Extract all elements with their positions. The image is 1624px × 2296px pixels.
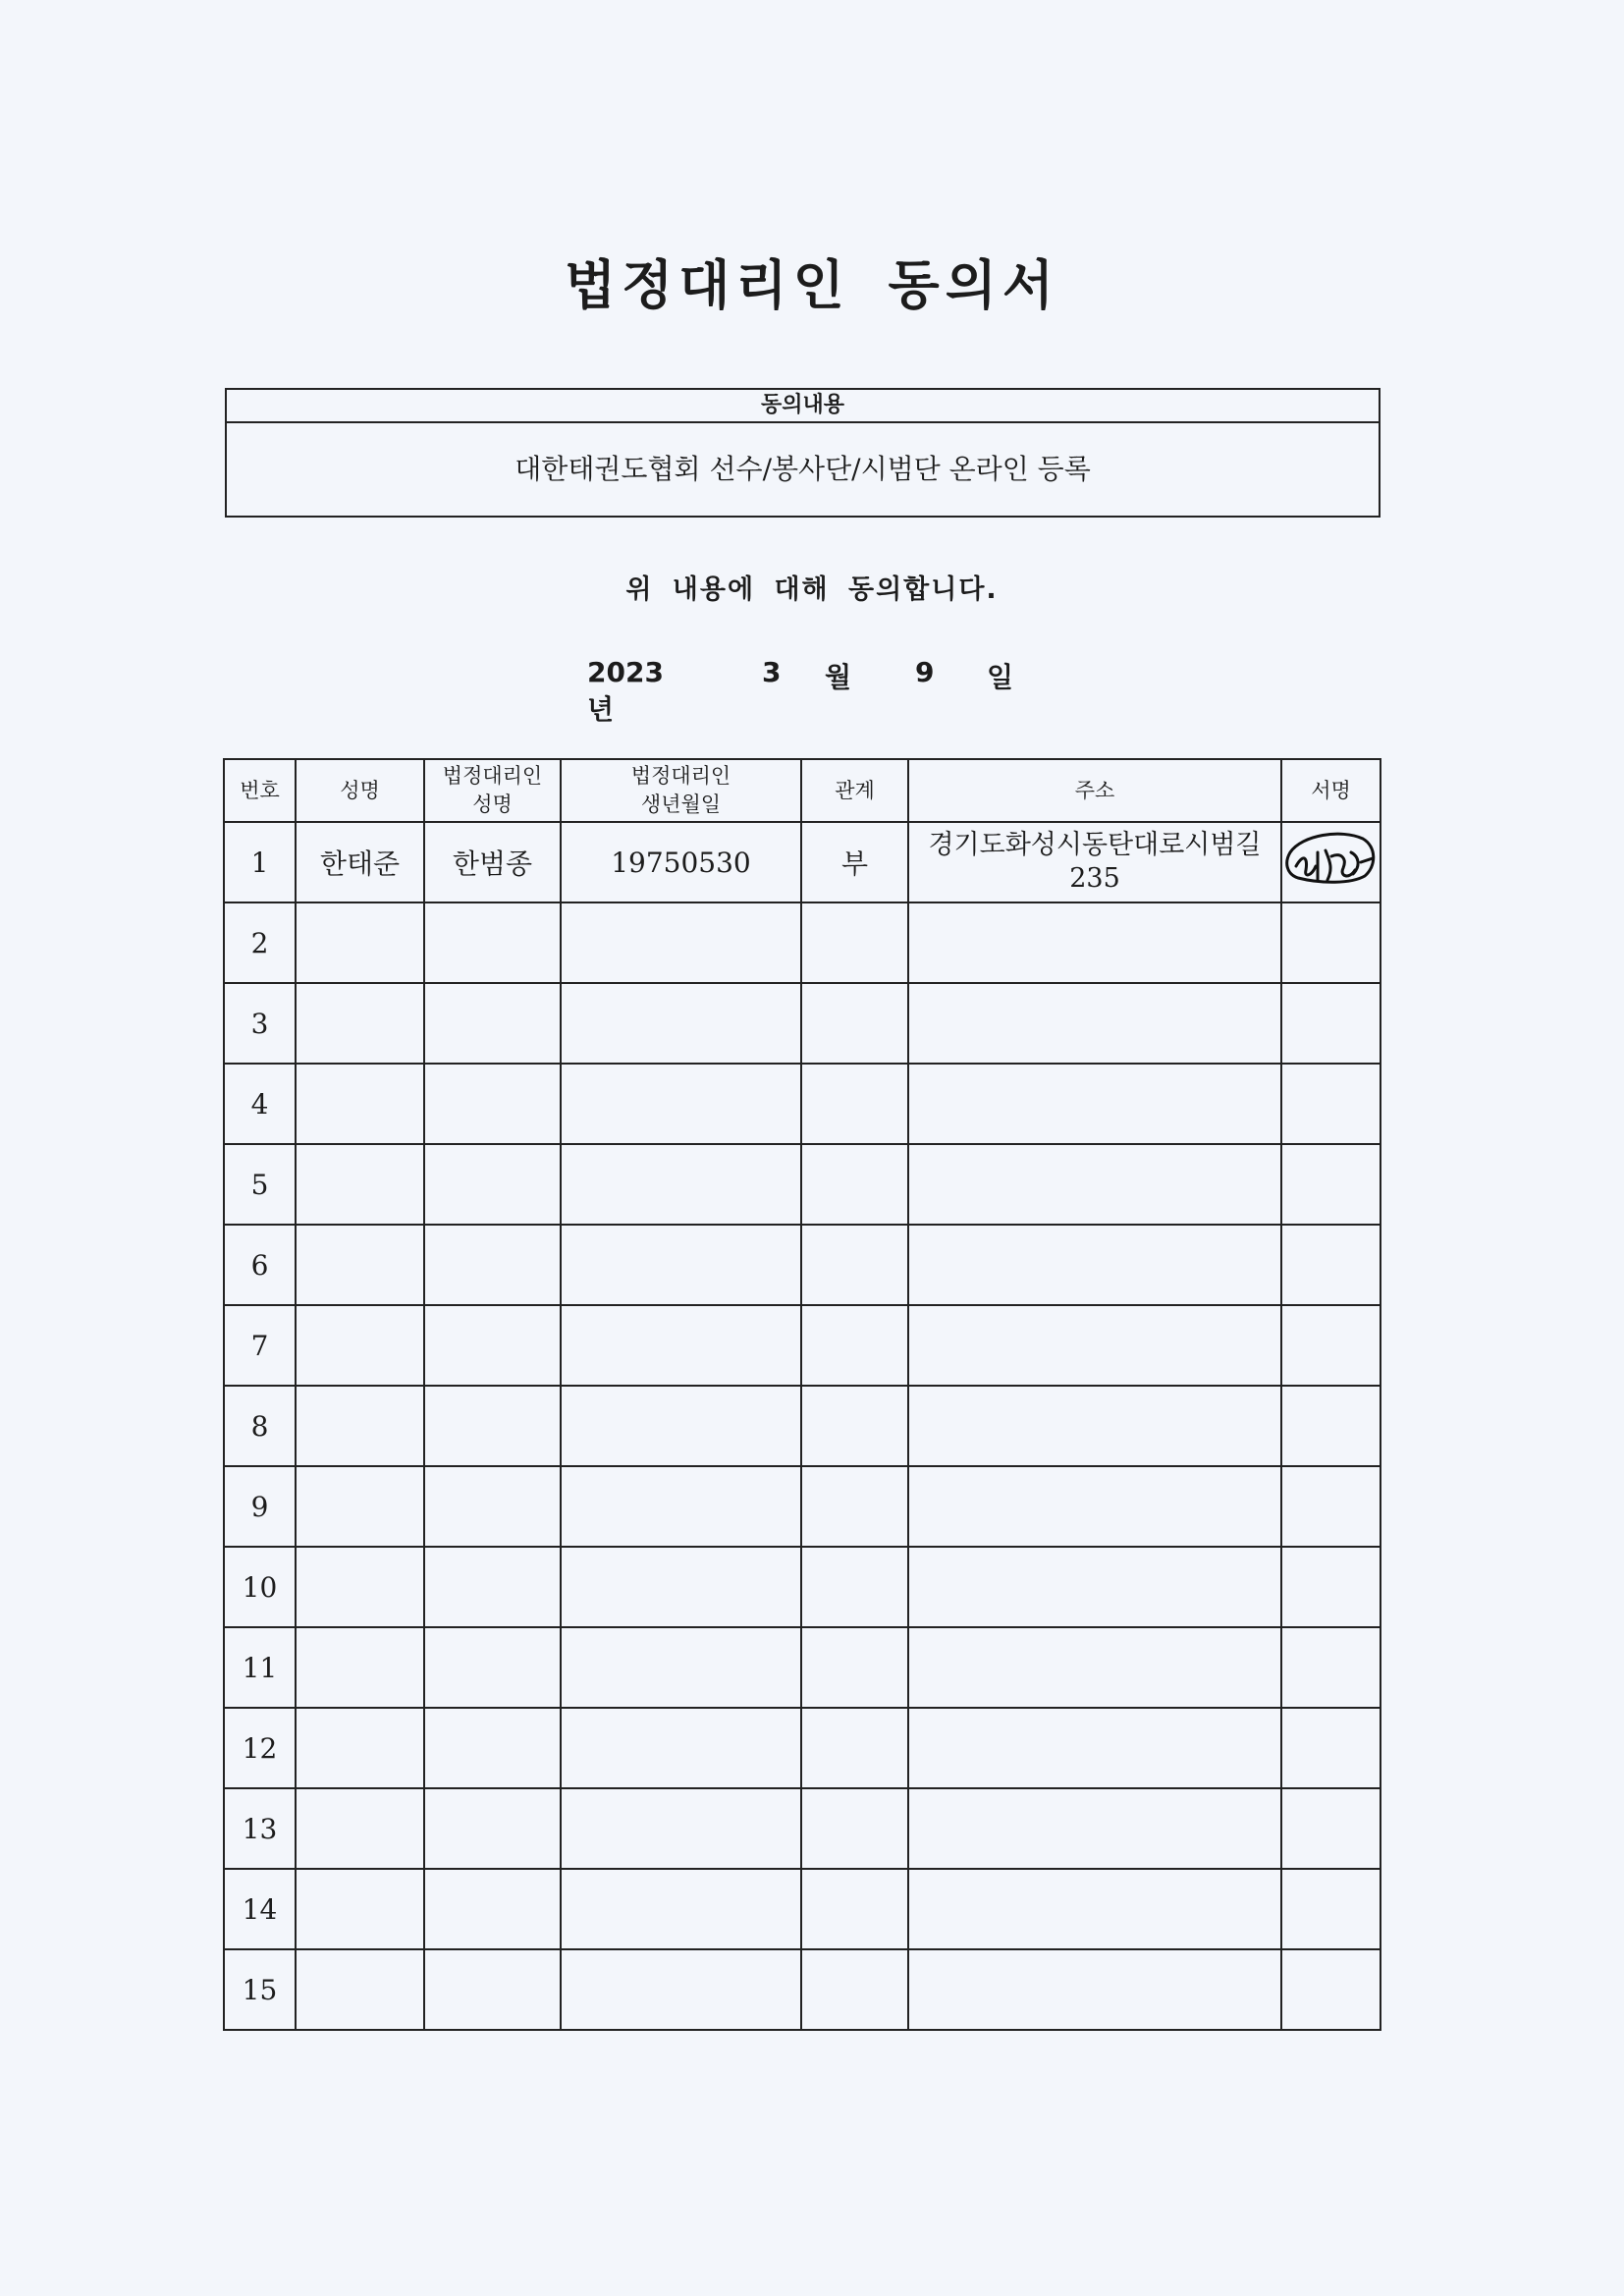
guardian-name-cell [424, 1305, 561, 1386]
relation-cell [801, 983, 908, 1064]
date-year: 2023년 [587, 656, 664, 726]
guardian-name-cell [424, 983, 561, 1064]
guardian-name-cell [424, 1144, 561, 1225]
guardian-birth-cell [561, 1627, 801, 1708]
signature-cell [1281, 902, 1380, 983]
relation-cell [801, 1305, 908, 1386]
address-cell [908, 1627, 1281, 1708]
consent-content: 대한태권도협회 선수/봉사단/시범단 온라인 등록 [514, 453, 1091, 485]
name-cell [296, 1708, 424, 1788]
row-number: 14 [224, 1869, 296, 1949]
guardian-name-cell [424, 1466, 561, 1547]
address-cell [908, 1869, 1281, 1949]
guardian-birth-cell [561, 1788, 801, 1869]
signature-cell [1281, 1305, 1380, 1386]
signature-cell [1281, 1225, 1380, 1305]
table-row [224, 1869, 1380, 1949]
address-cell [908, 1466, 1281, 1547]
name-cell [296, 1788, 424, 1869]
guardian-name-cell [424, 1386, 561, 1466]
table-header-row [224, 759, 1380, 822]
relation-cell [801, 1466, 908, 1547]
guardian-birth-cell [561, 983, 801, 1064]
row-number: 9 [224, 1466, 296, 1547]
row-number: 2 [224, 902, 296, 983]
guardian-birth-cell [561, 1305, 801, 1386]
relation-cell [801, 1064, 908, 1144]
date-day: 9 [915, 656, 935, 688]
consent-box [225, 388, 1380, 518]
date-day-unit: 일 [987, 661, 1014, 693]
header-guardian-birth-line2: 생년월일 [640, 793, 722, 816]
signature-cell [1281, 1708, 1380, 1788]
table-row [224, 1708, 1380, 1788]
address-cell: 경기도화성시동탄대로시범길235 [908, 822, 1281, 902]
address-cell [908, 1386, 1281, 1466]
table-row [224, 983, 1380, 1064]
guardian-birth-cell [561, 1386, 801, 1466]
table-row [224, 1225, 1380, 1305]
guardian-name-cell [424, 1225, 561, 1305]
guardian-birth-cell [561, 1144, 801, 1225]
guardian-birth-cell [561, 1225, 801, 1305]
date-month: 3 [762, 656, 782, 688]
row-number: 3 [224, 983, 296, 1064]
row-number: 12 [224, 1708, 296, 1788]
relation-cell [801, 1547, 908, 1627]
guardian-birth-cell [561, 1708, 801, 1788]
guardian-birth-cell [561, 1064, 801, 1144]
header-guardian-name-line2: 성명 [472, 793, 513, 816]
row-number: 4 [224, 1064, 296, 1144]
address-cell [908, 1225, 1281, 1305]
relation-cell [801, 1225, 908, 1305]
guardian-birth-cell [561, 1547, 801, 1627]
signature-cell [1281, 983, 1380, 1064]
header-no: 번호 [224, 759, 296, 822]
address-cell [908, 1708, 1281, 1788]
header-address: 주소 [908, 759, 1281, 822]
table-row [224, 1547, 1380, 1627]
row-number: 10 [224, 1547, 296, 1627]
guardian-name-cell [424, 1547, 561, 1627]
name-cell [296, 983, 424, 1064]
guardian-name-cell [424, 1949, 561, 2030]
relation-cell [801, 1788, 908, 1869]
row-number: 15 [224, 1949, 296, 2030]
table-row [224, 1949, 1380, 2030]
name-cell [296, 1225, 424, 1305]
guardian-name-cell [424, 1627, 561, 1708]
name-cell [296, 1466, 424, 1547]
relation-cell [801, 902, 908, 983]
relation-cell [801, 1144, 908, 1225]
signature-cell [1281, 1386, 1380, 1466]
agreement-statement: 위 내용에 대해 동의합니다. [625, 574, 999, 605]
header-guardian-name [424, 759, 561, 822]
guardian-birth-cell [561, 902, 801, 983]
row-number: 13 [224, 1788, 296, 1869]
date-month-unit: 월 [825, 661, 852, 693]
address-cell [908, 1949, 1281, 2030]
table-row [224, 1386, 1380, 1466]
relation-cell [801, 1949, 908, 2030]
table-row [224, 822, 1380, 902]
row-number: 11 [224, 1627, 296, 1708]
row-number: 6 [224, 1225, 296, 1305]
address-cell [908, 1064, 1281, 1144]
name-cell [296, 1386, 424, 1466]
relation-cell [801, 1869, 908, 1949]
guardian-birth-cell [561, 1869, 801, 1949]
table-row [224, 1305, 1380, 1386]
guardian-name-cell: 한범종 [424, 822, 561, 902]
address-cell [908, 1788, 1281, 1869]
handwritten-signature [1282, 823, 1381, 902]
relation-cell [801, 1708, 908, 1788]
address-cell [908, 983, 1281, 1064]
relation-cell [801, 1627, 908, 1708]
guardian-name-cell [424, 1869, 561, 1949]
row-number: 8 [224, 1386, 296, 1466]
table-row [224, 1466, 1380, 1547]
signature-cell [1281, 1949, 1380, 2030]
row-number: 5 [224, 1144, 296, 1225]
table-body [224, 822, 1380, 2030]
name-cell [296, 1305, 424, 1386]
name-cell [296, 1869, 424, 1949]
name-cell: 한태준 [296, 822, 424, 902]
relation-cell: 부 [801, 822, 908, 902]
name-cell [296, 1064, 424, 1144]
table-row [224, 1064, 1380, 1144]
signature-cell [1281, 1547, 1380, 1627]
guardian-name-cell [424, 902, 561, 983]
row-number: 7 [224, 1305, 296, 1386]
guardian-birth-cell [561, 1466, 801, 1547]
guardian-birth-cell [561, 1949, 801, 2030]
name-cell [296, 1627, 424, 1708]
header-name: 성명 [296, 759, 424, 822]
document-title: 법정대리인 동의서 [564, 253, 1060, 316]
header-guardian-birth-line1: 법정대리인 [630, 764, 731, 788]
name-cell [296, 1949, 424, 2030]
table-row [224, 1788, 1380, 1869]
guardian-name-cell [424, 1064, 561, 1144]
table-row [224, 1627, 1380, 1708]
address-cell [908, 1547, 1281, 1627]
relation-cell [801, 1386, 908, 1466]
header-signature: 서명 [1281, 759, 1380, 822]
header-relation: 관계 [801, 759, 908, 822]
consent-header: 동의내용 [227, 390, 1379, 423]
address-cell [908, 1144, 1281, 1225]
row-number: 1 [224, 822, 296, 902]
table-row [224, 902, 1380, 983]
guardian-name-cell [424, 1788, 561, 1869]
signature-cell [1281, 1466, 1380, 1547]
header-guardian-name-line1: 법정대리인 [442, 764, 543, 788]
header-guardian-birth [561, 759, 801, 822]
name-cell [296, 1547, 424, 1627]
table-row [224, 1144, 1380, 1225]
guardian-name-cell [424, 1708, 561, 1788]
guardian-table [223, 758, 1381, 2031]
signature-cell [1281, 822, 1380, 902]
name-cell [296, 1144, 424, 1225]
guardian-birth-cell: 19750530 [561, 822, 801, 902]
signature-cell [1281, 1627, 1380, 1708]
signature-cell [1281, 1144, 1380, 1225]
address-cell [908, 902, 1281, 983]
signature-cell [1281, 1064, 1380, 1144]
name-cell [296, 902, 424, 983]
address-cell [908, 1305, 1281, 1386]
signature-cell [1281, 1869, 1380, 1949]
signature-cell [1281, 1788, 1380, 1869]
